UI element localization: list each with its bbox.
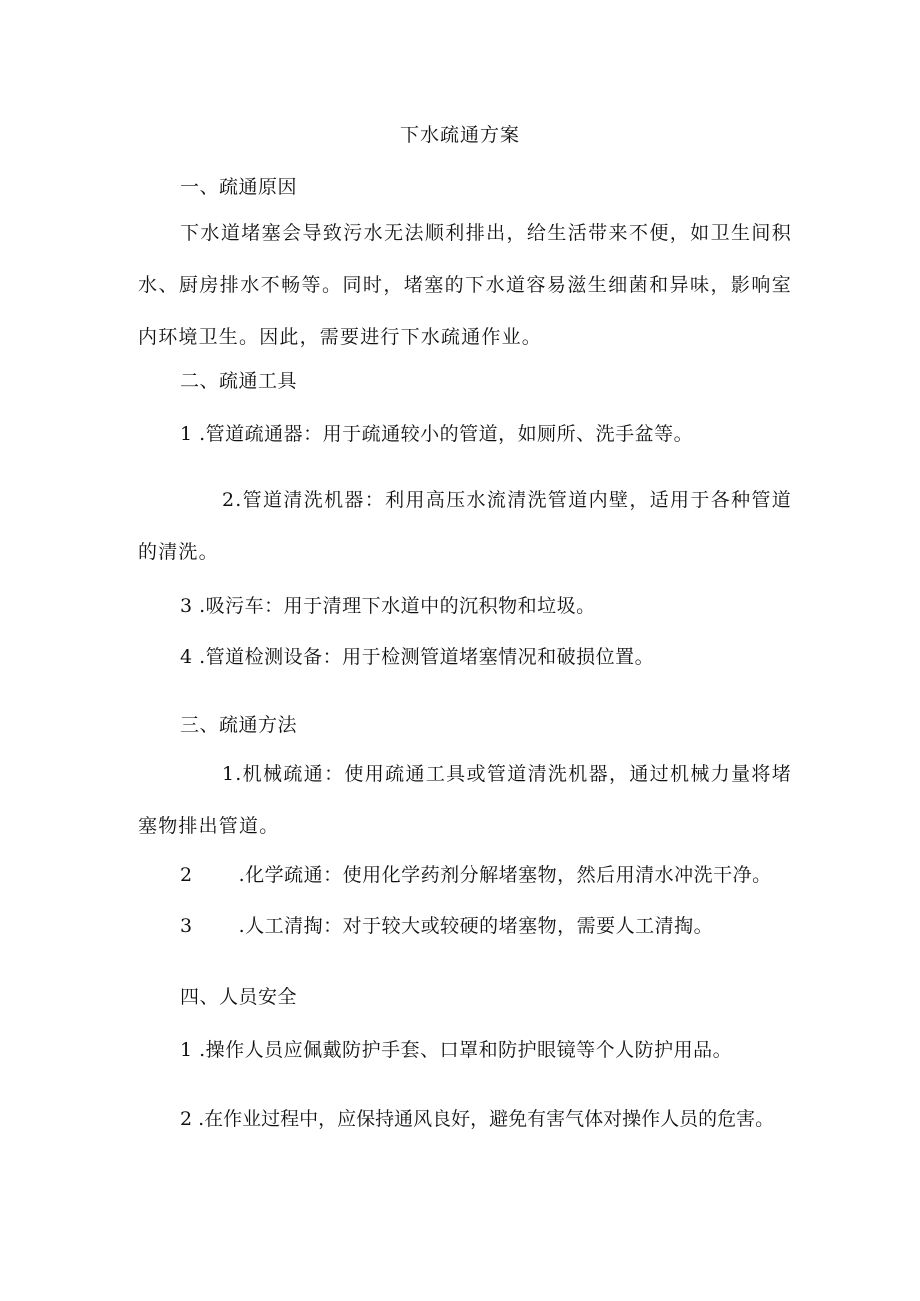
list-item-number: 1 bbox=[180, 1039, 193, 1061]
list-item-number: 1 bbox=[222, 763, 236, 785]
list-item-number: 3 bbox=[180, 915, 193, 937]
list-item-text: .机械疏通：使用疏通工具或管道清洗机器，通过机械力量将堵塞物排出管道。 bbox=[138, 763, 792, 837]
list-item bbox=[180, 860, 772, 887]
section-heading-reasons: 一、疏通原因 bbox=[180, 176, 298, 198]
list-item-number: 1 bbox=[180, 423, 193, 445]
section-heading-tools: 二、疏通工具 bbox=[180, 370, 298, 392]
list-item bbox=[180, 591, 596, 618]
list-item bbox=[180, 911, 713, 938]
list-item-text: .管道疏通器：用于疏通较小的管道，如厕所、洗手盆等。 bbox=[199, 423, 694, 445]
list-item-number: 3 bbox=[180, 595, 193, 617]
list-item-text: .管道检测设备：用于检测管道堵塞情况和破损位置。 bbox=[199, 646, 655, 668]
list-item-text: .人工清掏：对于较大或较硬的堵塞物，需要人工清掏。 bbox=[238, 915, 714, 937]
list-item-number: 2 bbox=[180, 1108, 193, 1130]
document-title: 下水疏通方案 bbox=[399, 124, 520, 146]
list-item-text: .吸污车：用于清理下水道中的沉积物和垃圾。 bbox=[199, 595, 596, 617]
section-heading-methods: 三、疏通方法 bbox=[180, 714, 298, 736]
list-item bbox=[180, 1035, 732, 1062]
list-item bbox=[138, 748, 792, 852]
list-item bbox=[138, 474, 792, 578]
section-heading-safety: 四、人员安全 bbox=[180, 986, 298, 1008]
section-paragraph-reasons: 下水道堵塞会导致污水无法顺利排出，给生活带来不便，如卫生间积水、厨房排水不畅等。同时，堵塞的下水道容易滋生细菌和异味，影响室内环境卫生。因此，需要进行下水疏通作业。 bbox=[138, 222, 792, 348]
list-item-text: .操作人员应佩戴防护手套、口罩和防护眼镜等个人防护用品。 bbox=[199, 1039, 733, 1061]
list-item-text: .管道清洗机器：利用高压水流清洗管道内壁，适用于各种管道的清洗。 bbox=[138, 489, 792, 563]
list-item bbox=[180, 1104, 774, 1131]
list-item bbox=[180, 419, 693, 446]
list-item-text: .在作业过程中，应保持通风良好，避免有害气体对操作人员的危害。 bbox=[198, 1108, 775, 1130]
list-item bbox=[180, 642, 654, 669]
list-item-number: 2 bbox=[222, 489, 236, 511]
list-item-text: .化学疏通：使用化学药剂分解堵塞物，然后用清水冲洗干净。 bbox=[238, 864, 772, 886]
list-item-number: 4 bbox=[180, 646, 193, 668]
list-item-number: 2 bbox=[180, 864, 193, 886]
